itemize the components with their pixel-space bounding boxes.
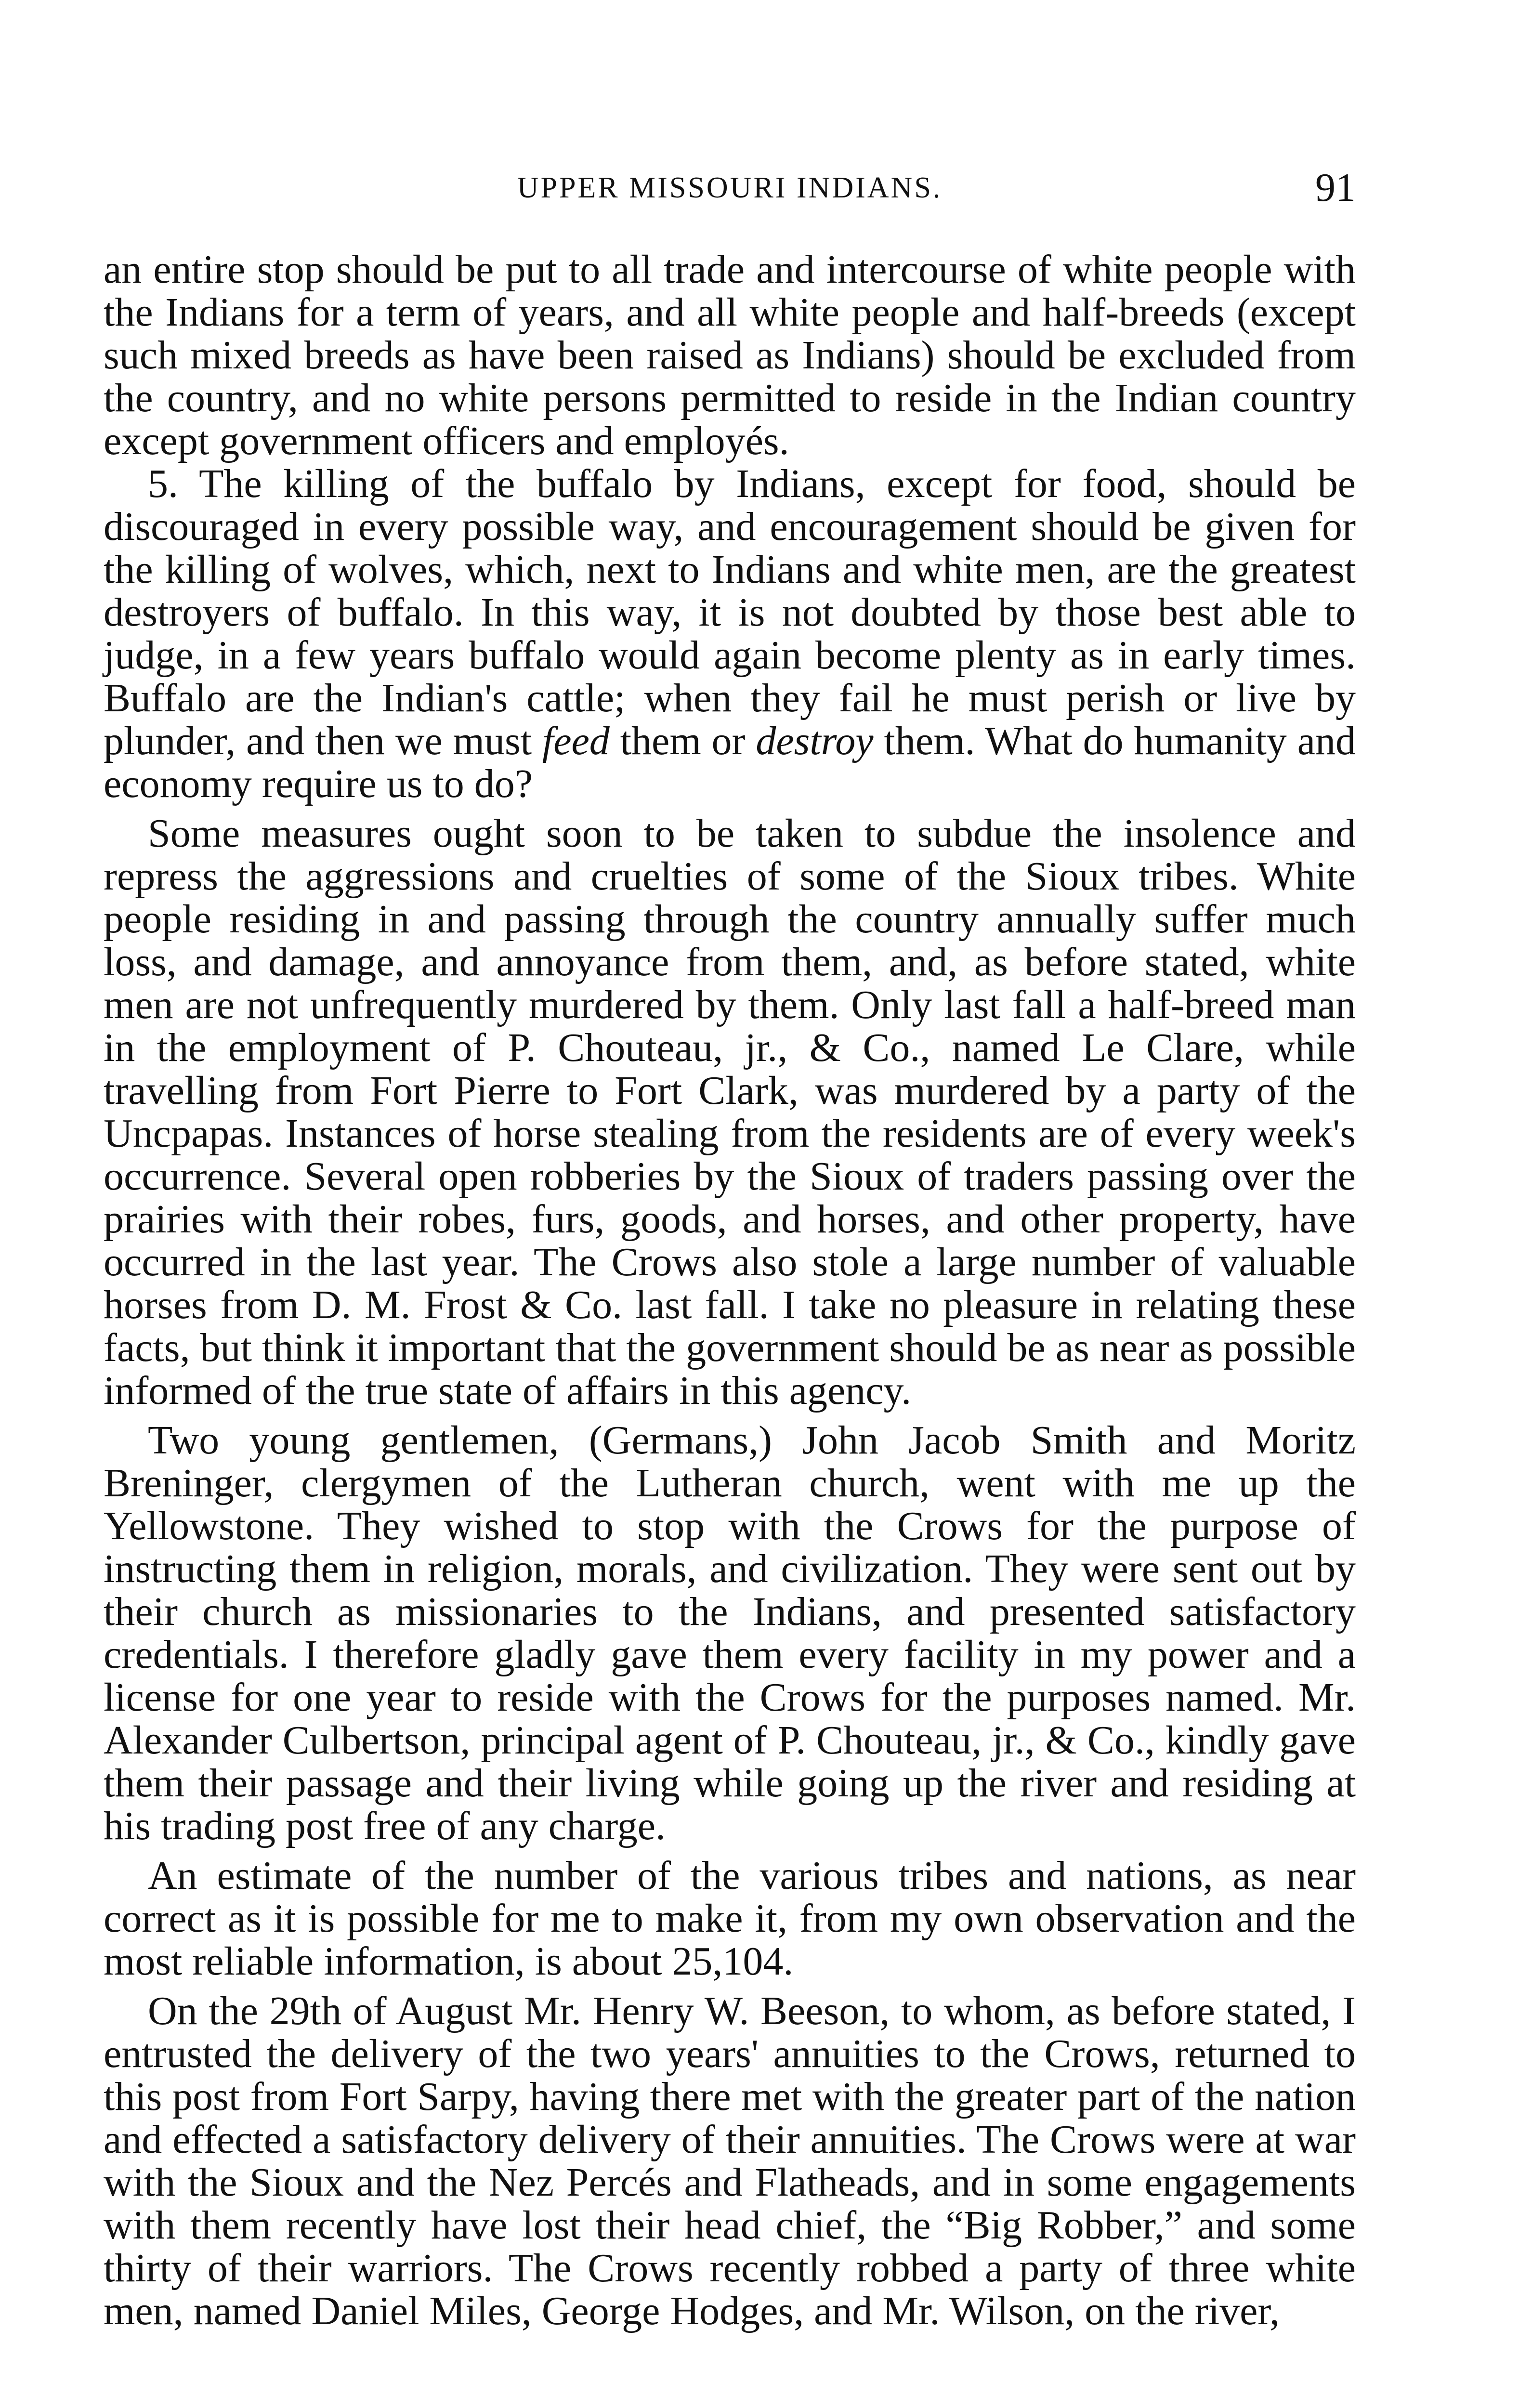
paragraph-buffalo-text-2: them or <box>609 719 756 763</box>
body-text <box>104 248 1356 2332</box>
italic-feed: feed <box>542 719 610 763</box>
paragraph-sioux: Some measures ought soon to be taken to subdue the insolence and repress the aggressions and cruelties of some of the Sioux tribes. White people residing in and passing through the country annually suffer much loss, and damage, and annoyance from them, and, as before stated, white men are not unfrequently murdered by them. Only last fall a half-breed man in the employment of P. Chouteau, jr., & Co., named Le Clare, while travelling from Fort Pierre to Fort Clark, was murdered by a party of the Uncpapas. Instances of horse stealing from the residents are of every week's occurrence. Several open robberies by the Sioux of traders passing over the prairies with their robes, furs, goods, and horses, and other property, have occurred in the last year. The Crows also stole a large number of valuable horses from D. M. Frost & Co. last fall. I take no pleasure in relating these facts, but think it important that the government should be as near as possible informed of the true state of affairs in this agency. <box>104 811 1356 1413</box>
running-head: UPPER MISSOURI INDIANS. <box>517 171 943 204</box>
paragraph-buffalo-text-3: them. What do humanity and economy require us to do? <box>104 719 1356 806</box>
paragraph-continuation: an entire stop should be put to all trade and intercourse of white people with the Indians for a term of years, and all white people and half-breeds (except such mixed breeds as have been raised as Indians) should be excluded from the country, and no white persons permitted to reside in the Indian country except government officers and employés. <box>104 247 1356 463</box>
paragraph-estimate: An estimate of the number of the various tribes and nations, as near correct as it is possible for me to make it, from my own observation and the most reliable information, is about 25,104. <box>104 1853 1356 1984</box>
paragraph-buffalo <box>104 462 1356 805</box>
page-header <box>104 164 1356 217</box>
italic-destroy: destroy <box>756 719 874 763</box>
paragraph-buffalo-text-1: 5. The killing of the buffalo by Indians, except for food, should be discouraged in every possible way, and encouragement should be given for the killing of wolves, which, next to Indians and white men, are the greatest destroyers of buffalo. In this way, it is not doubted by those best able to judge, in a few years buffalo would again become plenty as in early times. Buffalo are the Indian's cattle; when they fail he must perish or live by plunder, and then we must <box>104 461 1356 763</box>
paragraph-crows: On the 29th of August Mr. Henry W. Beeson, to whom, as before stated, I entrusted the delivery of the two years' annuities to the Crows, returned to this post from Fort Sarpy, having there met with the greater part of the nation and effected a satisfactory delivery of their annuities. The Crows were at war with the Sioux and the Nez Percés and Flatheads, and in some engagements with them recently have lost their head chief, the “Big Robber,” and some thirty of their warriors. The Crows recently robbed a party of three white men, named Daniel Miles, George Hodges, and Mr. Wilson, on the river, <box>104 1989 1356 2333</box>
page-number: 91 <box>1315 165 1356 210</box>
paragraph-missionaries: Two young gentlemen, (Germans,) John Jacob Smith and Moritz Breninger, clergymen of the Lutheran church, went with me up the Yellowstone. They wished to stop with the Crows for the purpose of instructing them in religion, morals, and civilization. They were sent out by their church as missionaries to the Indians, and presented satisfactory credentials. I therefore gladly gave them every facility in my power and a license for one year to reside with the Crows for the purposes named. Mr. Alexander Culbertson, principal agent of P. Chouteau, jr., & Co., kindly gave them their passage and their living while going up the river and residing at his trading post free of any charge. <box>104 1418 1356 1848</box>
